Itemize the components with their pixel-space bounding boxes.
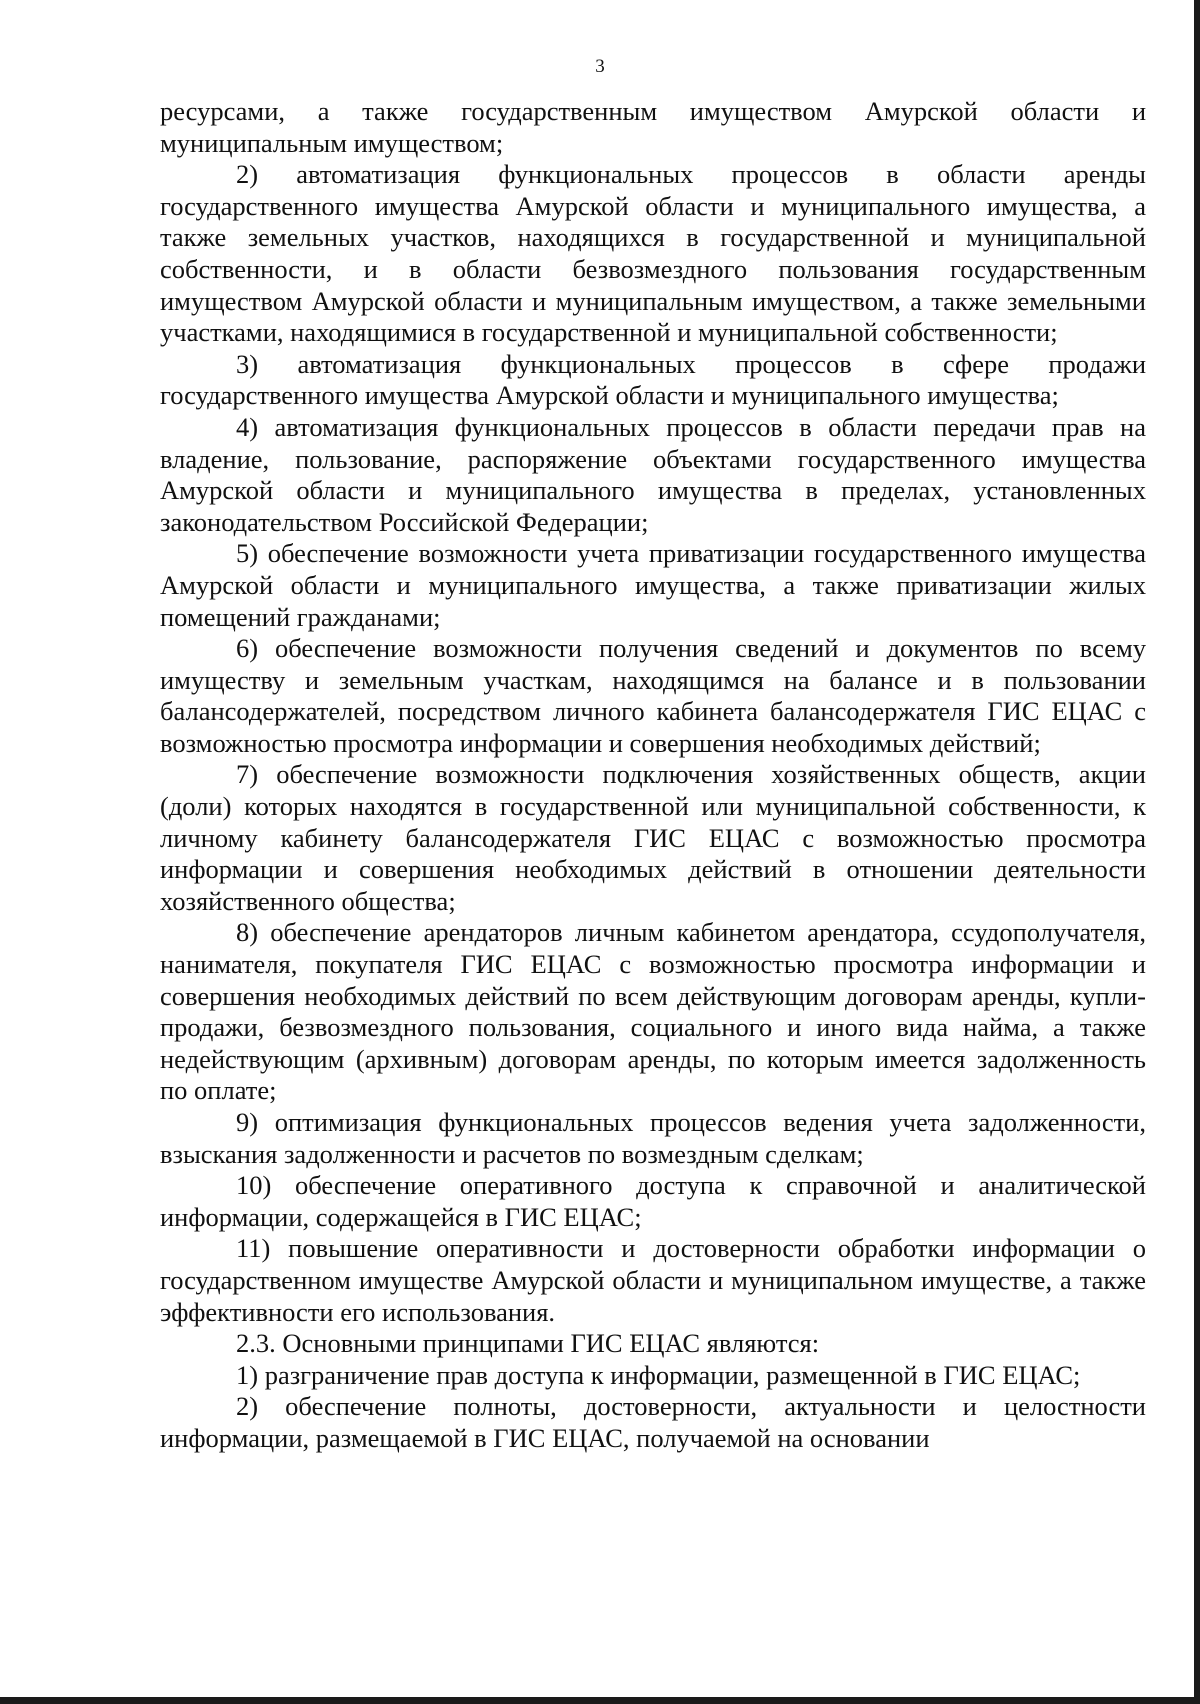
principle-item-1: 1) разграничение прав доступа к информации, размещенной в ГИС ЕЦАС; [236, 1359, 1081, 1390]
list-item-2: 2) автоматизация функциональных процессов в области аренды государственного имущества Амурской области и муниципального имущества, а также земельных участков, находящихся в государственной и муниципальной собственности, и в области безвозмездного пользования государственным имуществом Амурской области и муниципальным имуществом, а также земельными участками, находящимися в государственной и муниципальной собственности; [160, 159, 1146, 348]
list-item-8: 8) обеспечение арендаторов личным кабинетом арендатора, ссудополучателя, нанимателя, покупателя ГИС ЕЦАС с возможностью просмотра информации и совершения необходимых действий по всем действующим договорам аренды, купли-продажи, безвозмездного пользования, социального и иного вида найма, а также недействующим (архивным) договорам аренды, по которым имеется задолженность по оплате; [160, 917, 1146, 1106]
scan-border-bottom [0, 1697, 1200, 1704]
list-item-4: 4) автоматизация функциональных процессов в области передачи прав на владение, пользование, распоряжение объектами государственного имущества Амурской области и муниципального имущества в пределах, установленных законодательством Российской Федерации; [160, 411, 1146, 537]
page-number: 3 [595, 56, 605, 77]
list-item-7: 7) обеспечение возможности подключения хозяйственных обществ, акции (доли) которых находятся в государственной или муниципальной собственности, к личному кабинету балансодержателя ГИС ЕЦАС с возможностью просмотра информации и совершения необходимых действий в отношении деятельности хозяйственного общества; [160, 759, 1146, 916]
list-item-3: 3) автоматизация функциональных процессов в сфере продажи государственного имущества Амурской области и муниципального имущества; [160, 348, 1146, 411]
list-item-10: 10) обеспечение оперативного доступа к справочной и аналитической информации, содержащейся в ГИС ЕЦАС; [160, 1170, 1146, 1232]
scan-border-right [1194, 0, 1200, 1704]
list-item-11: 11) повышение оперативности и достоверности обработки информации о государственном имуществе Амурской области и муниципальном имуществе, а также эффективности его использования. [160, 1233, 1146, 1327]
list-item-5: 5) обеспечение возможности учета приватизации государственного имущества Амурской области и муниципального имущества, а также приватизации жилых помещений гражданами; [160, 538, 1146, 632]
principle-item-2: 2) обеспечение полноты, достоверности, актуальности и целостности информации, размещаемой в ГИС ЕЦАС, получаемой на основании [160, 1391, 1146, 1453]
document-body [160, 96, 1146, 1455]
list-item-6: 6) обеспечение возможности получения сведений и документов по всему имуществу и земельным участкам, находящимся на балансе и в пользовании балансодержателей, посредством личного кабинета балансодержателя ГИС ЕЦАС с возможностью просмотра информации и совершения необходимых действий; [160, 633, 1146, 758]
paragraph-continuation: ресурсами, а также государственным имуществом Амурской области и муниципальным имуществом; [160, 96, 1146, 158]
list-item-9: 9) оптимизация функциональных процессов ведения учета задолженности, взыскания задолженности и расчетов по возмездным сделкам; [160, 1107, 1146, 1169]
section-heading-2-3: 2.3. Основными принципами ГИС ЕЦАС являются: [236, 1328, 820, 1359]
